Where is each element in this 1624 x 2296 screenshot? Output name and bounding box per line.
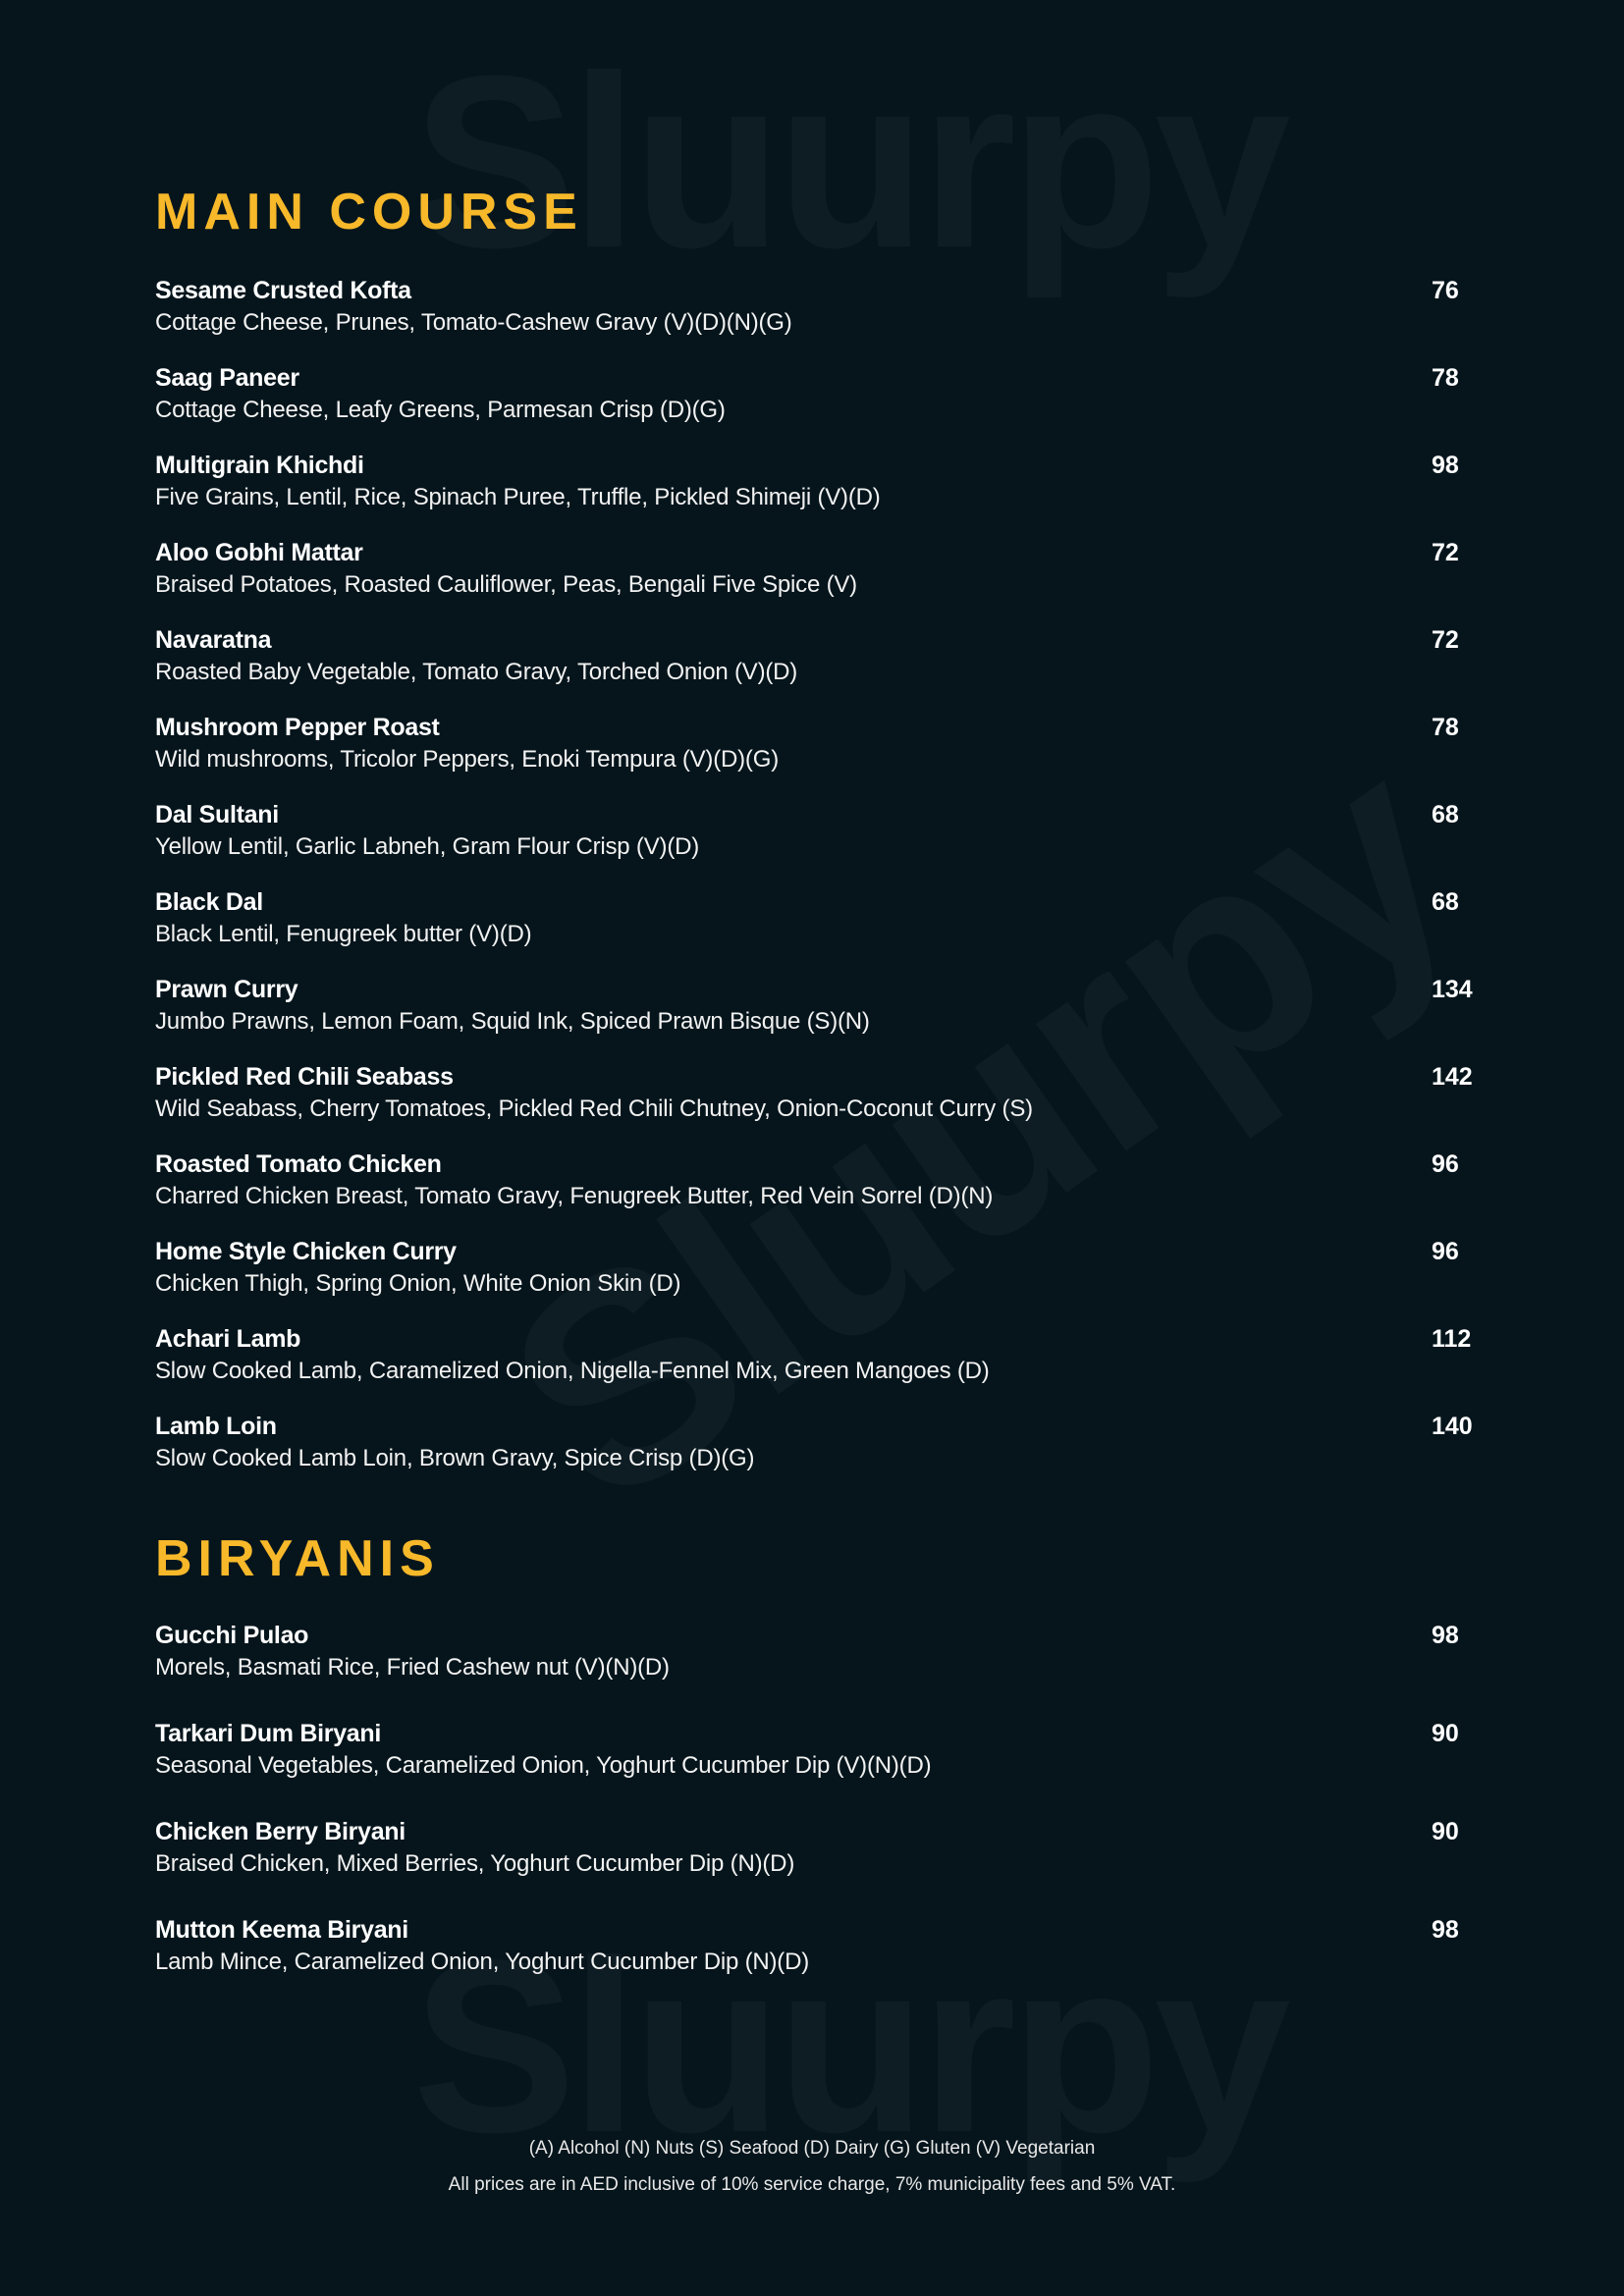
menu-item-name: Pickled Red Chili Seabass: [155, 1063, 454, 1091]
menu-item-price: 112: [1432, 1325, 1472, 1353]
menu-item-price: 90: [1432, 1720, 1459, 1747]
menu-item-description: Roasted Baby Vegetable, Tomato Gravy, Torched Onion (V)(D): [155, 659, 798, 685]
menu-item: [155, 1718, 1471, 1816]
menu-item-price: 134: [1432, 976, 1473, 1003]
menu-item-name: Mushroom Pepper Roast: [155, 714, 440, 741]
menu-item-name: Sesame Crusted Kofta: [155, 277, 411, 304]
menu-item-name: Black Dal: [155, 888, 263, 916]
menu-item-price: 72: [1432, 626, 1459, 654]
menu-item-description: Chicken Thigh, Spring Onion, White Onion Skin (D): [155, 1270, 681, 1297]
menu-item-description: Black Lentil, Fenugreek butter (V)(D): [155, 921, 532, 947]
menu-item-price: 68: [1432, 801, 1459, 828]
section-title-main-course: MAIN COURSE: [155, 184, 583, 240]
menu-item-price: 68: [1432, 888, 1459, 916]
menu-item: [155, 974, 1471, 1061]
menu-item: [155, 537, 1471, 624]
menu-item-name: Navaratna: [155, 626, 272, 654]
menu-item-description: Jumbo Prawns, Lemon Foam, Squid Ink, Spiced Prawn Bisque (S)(N): [155, 1008, 870, 1035]
menu-item-description: Cottage Cheese, Leafy Greens, Parmesan Crisp (D)(G): [155, 397, 726, 423]
menu-item-price: 96: [1432, 1150, 1459, 1178]
menu-item-name: Aloo Gobhi Mattar: [155, 539, 363, 566]
menu-item: [155, 1061, 1471, 1148]
menu-item-name: Chicken Berry Biryani: [155, 1818, 406, 1845]
dietary-legend: (A) Alcohol (N) Nuts (S) Seafood (D) Dairy (G) Gluten (V) Vegetarian: [528, 2138, 1096, 2159]
menu-item-description: Braised Chicken, Mixed Berries, Yoghurt Cucumber Dip (N)(D): [155, 1850, 795, 1877]
menu-item-description: Lamb Mince, Caramelized Onion, Yoghurt Cucumber Dip (N)(D): [155, 1949, 810, 1975]
menu-item-description: Morels, Basmati Rice, Fried Cashew nut (V)(N)(D): [155, 1654, 670, 1681]
main-course-list: [155, 275, 1471, 1498]
menu-item-description: Slow Cooked Lamb, Caramelized Onion, Nigella-Fennel Mix, Green Mangoes (D): [155, 1358, 990, 1384]
menu-item: [155, 1914, 1471, 2012]
menu-item-name: Home Style Chicken Curry: [155, 1238, 457, 1265]
menu-item: [155, 712, 1471, 799]
menu-item: [155, 1148, 1471, 1236]
menu-item-name: Roasted Tomato Chicken: [155, 1150, 442, 1178]
menu-item-description: Five Grains, Lentil, Rice, Spinach Puree, Truffle, Pickled Shimeji (V)(D): [155, 484, 881, 510]
menu-item: [155, 1816, 1471, 1914]
menu-item: [155, 450, 1471, 537]
menu-item-price: 96: [1432, 1238, 1459, 1265]
menu-item-price: 76: [1432, 277, 1459, 304]
menu-item-name: Lamb Loin: [155, 1413, 277, 1440]
menu-item-name: Gucchi Pulao: [155, 1622, 309, 1649]
menu-item-price: 90: [1432, 1818, 1459, 1845]
menu-item: [155, 362, 1471, 450]
menu-item-description: Slow Cooked Lamb Loin, Brown Gravy, Spice Crisp (D)(G): [155, 1445, 755, 1471]
menu-item-price: 78: [1432, 364, 1459, 392]
section-title-biryanis: BIRYANIS: [155, 1530, 440, 1587]
menu-item: [155, 1323, 1471, 1411]
menu-item-price: 72: [1432, 539, 1459, 566]
menu-item: [155, 799, 1471, 886]
menu-item-price: 142: [1432, 1063, 1473, 1091]
menu-item: [155, 1620, 1471, 1718]
menu-item: [155, 1411, 1471, 1498]
menu-item-description: Yellow Lentil, Garlic Labneh, Gram Flour Crisp (V)(D): [155, 833, 700, 860]
menu-item-price: 98: [1432, 452, 1459, 479]
menu-item-price: 98: [1432, 1622, 1459, 1649]
menu-item-name: Tarkari Dum Biryani: [155, 1720, 382, 1747]
menu-item: [155, 886, 1471, 974]
menu-item-description: Wild Seabass, Cherry Tomatoes, Pickled Red Chili Chutney, Onion-Coconut Curry (S): [155, 1095, 1033, 1122]
menu-item-price: 98: [1432, 1916, 1459, 1944]
menu-item-name: Dal Sultani: [155, 801, 279, 828]
menu-item-price: 140: [1432, 1413, 1473, 1440]
menu-item-description: Cottage Cheese, Prunes, Tomato-Cashew Gravy (V)(D)(N)(G): [155, 309, 792, 336]
pricing-note: All prices are in AED inclusive of 10% service charge, 7% municipality fees and 5% VAT.: [448, 2174, 1176, 2195]
menu-item: [155, 275, 1471, 362]
menu-item-description: Braised Potatoes, Roasted Cauliflower, Peas, Bengali Five Spice (V): [155, 571, 857, 598]
watermark-logo: [412, 39, 1285, 285]
menu-item-name: Prawn Curry: [155, 976, 298, 1003]
menu-item-description: Charred Chicken Breast, Tomato Gravy, Fenugreek Butter, Red Vein Sorrel (D)(N): [155, 1183, 994, 1209]
biryanis-list: [155, 1620, 1471, 2012]
menu-item-description: Seasonal Vegetables, Caramelized Onion, Yoghurt Cucumber Dip (V)(N)(D): [155, 1752, 932, 1779]
menu-item-price: 78: [1432, 714, 1459, 741]
menu-item-name: Multigrain Khichdi: [155, 452, 364, 479]
menu-item-description: Wild mushrooms, Tricolor Peppers, Enoki Tempura (V)(D)(G): [155, 746, 779, 773]
menu-item-name: Achari Lamb: [155, 1325, 301, 1353]
menu-item: [155, 624, 1471, 712]
menu-item-name: Saag Paneer: [155, 364, 299, 392]
menu-item-name: Mutton Keema Biryani: [155, 1916, 408, 1944]
menu-item: [155, 1236, 1471, 1323]
